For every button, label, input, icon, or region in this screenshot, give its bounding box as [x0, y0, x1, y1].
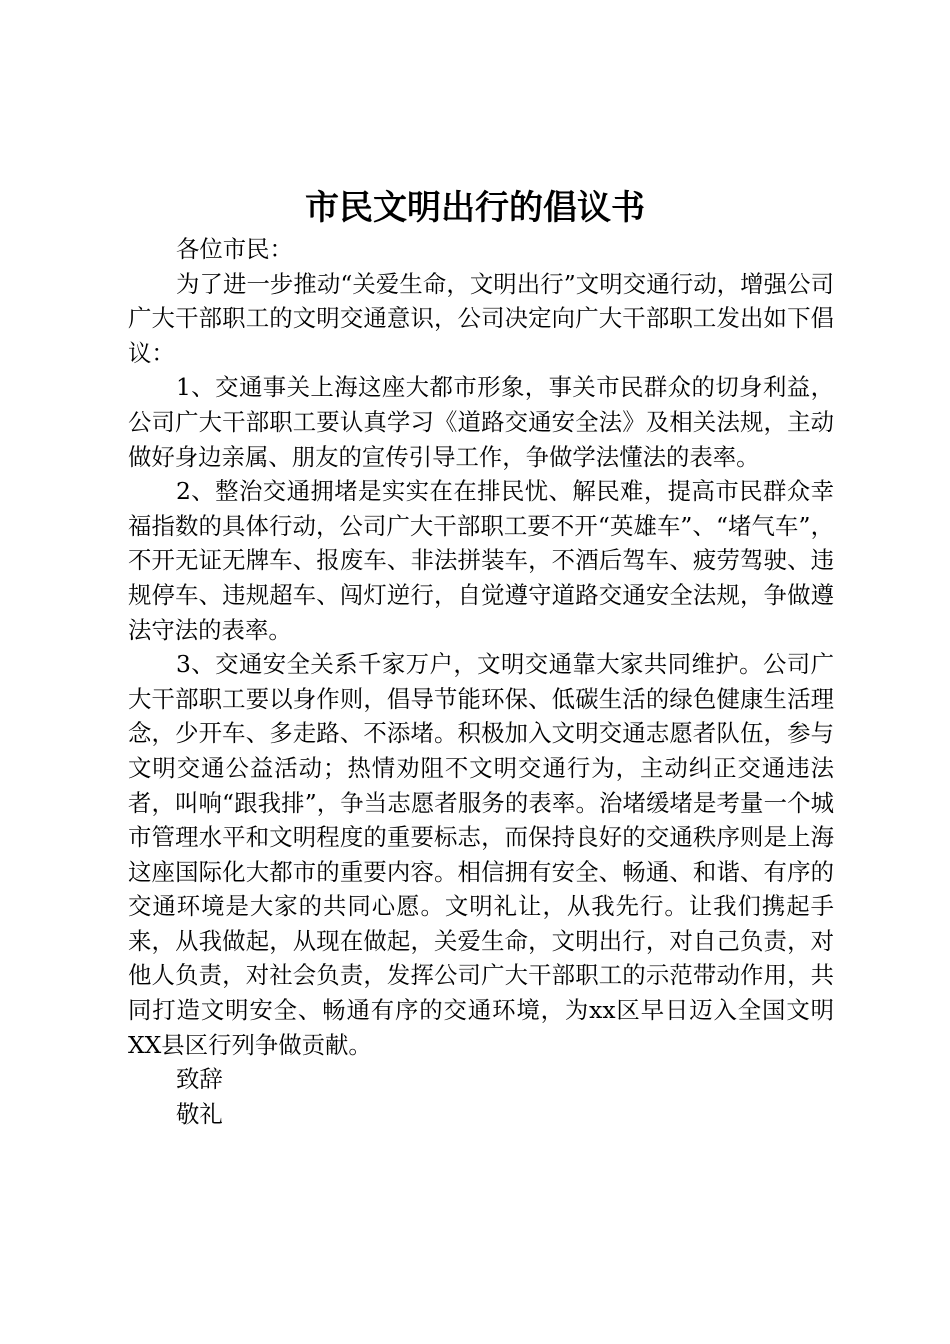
salutation: 各位市民： — [176, 235, 293, 263]
paragraph-item-3: 3、交通安全关系千家万户，文明交通靠大家共同维护。公司广大干部职工要以身作则，倡导节能环保、低碳生活的绿色健康生活理念，少开车、多走路、不添堵。积极加入文明交通志愿者队伍，参与文明交通公益活动；热情劝阻不文明交通行为，主动纠正交通违法者，叫响“跟我排”，争当志愿者服务的表率。治堵缓堵是考量一个城市管理水平和文明程度的重要标志，而保持良好的交通秩序则是上海这座国际化大都市的重要内容。相信拥有安全、畅通、和谐、有序的交通环境是大家的共同心愿。文明礼让，从我先行。让我们携起手来，从我做起，从现在做起，关爱生命，文明出行，对自己负责，对他人负责，对社会负责，发挥公司广大干部职工的示范带动作用，共同打造文明安全、畅通有序的交通环境，为xx区早日迈入全国文明XX县区行列争做贡献。 — [128, 650, 834, 1059]
document-title: 市民文明出行的倡议书 — [305, 188, 645, 228]
paragraph-item-2: 2、整治交通拥堵是实实在在排民忧、解民难，提高市民群众幸福指数的具体行动，公司广大干部职工要不开“英雄车”、“堵气车”，不开无证无牌车、报废车、非法拼装车，不酒后驾车、疲劳驾驶、违规停车、违规超车、闯灯逆行，自觉遵守道路交通安全法规，争做遵法守法的表率。 — [128, 477, 834, 644]
closing-salute: 敬礼 — [176, 1099, 223, 1128]
document-body — [128, 232, 834, 1131]
paragraph-intro: 为了进一步推动“关爱生命，文明出行”文明交通行动，增强公司广大干部职工的文明交通意识，公司决定向广大干部职工发出如下倡议： — [128, 269, 834, 367]
closing-greeting: 致辞 — [176, 1065, 223, 1094]
paragraph-item-1: 1、交通事关上海这座大都市形象，事关市民群众的切身利益，公司广大干部职工要认真学习《道路交通安全法》及相关法规，主动做好身边亲属、朋友的宣传引导工作，争做学法懂法的表率。 — [128, 373, 834, 471]
